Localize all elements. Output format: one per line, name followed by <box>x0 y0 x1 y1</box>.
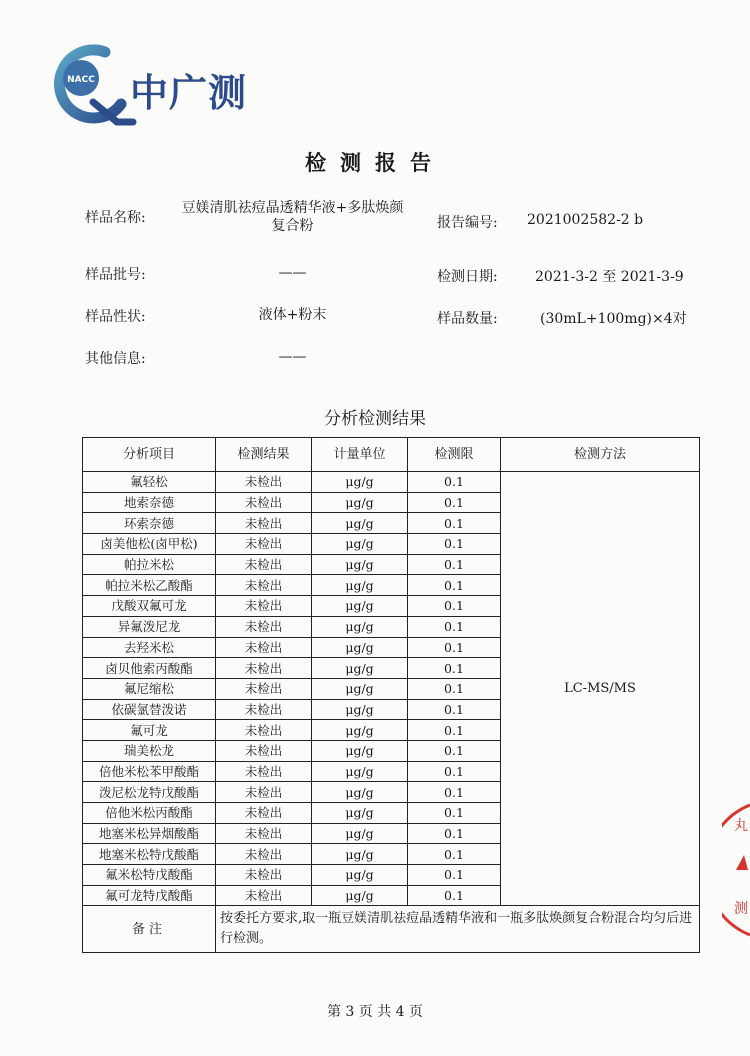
cell-unit: μg/g <box>312 740 408 761</box>
cell-limit: 0.1 <box>408 885 501 906</box>
note-label: 备注 <box>83 906 216 953</box>
cell-result: 未检出 <box>216 761 312 782</box>
cell-result: 未检出 <box>216 699 312 720</box>
property-value: 液体+粉末 <box>258 307 327 323</box>
cell-item: 地索奈德 <box>83 492 216 513</box>
cell-limit: 0.1 <box>408 740 501 761</box>
cell-item: 环索奈德 <box>83 513 216 534</box>
results-table <box>82 437 700 953</box>
table-header-row <box>83 438 700 472</box>
cell-result: 未检出 <box>216 575 312 596</box>
cell-limit: 0.1 <box>408 596 501 617</box>
cell-item: 依碳氯替泼诺 <box>83 699 216 720</box>
cell-unit: μg/g <box>312 534 408 555</box>
cell-item: 帕拉米松 <box>83 554 216 575</box>
other-info-value: —— <box>278 349 307 365</box>
cell-item: 帕拉米松乙酸酯 <box>83 575 216 596</box>
cell-item: 异氟泼尼龙 <box>83 616 216 637</box>
cell-limit: 0.1 <box>408 782 501 803</box>
seal-stamp-icon <box>722 795 750 945</box>
cell-unit: μg/g <box>312 823 408 844</box>
cell-limit: 0.1 <box>408 865 501 886</box>
cell-unit: μg/g <box>312 637 408 658</box>
cell-item: 戊酸双氟可龙 <box>83 596 216 617</box>
cell-item: 氟可龙特戊酸酯 <box>83 885 216 906</box>
cell-result: 未检出 <box>216 720 312 741</box>
other-info-label: 其他信息: <box>85 351 146 367</box>
report-no-value: 2021002582-2 b <box>527 212 644 228</box>
cell-unit: μg/g <box>312 513 408 534</box>
quantity-label: 样品数量: <box>437 311 498 327</box>
page-number: 第 3 页 共 4 页 <box>326 1004 424 1020</box>
cell-unit: μg/g <box>312 761 408 782</box>
cell-limit: 0.1 <box>408 472 501 493</box>
cell-unit: μg/g <box>312 492 408 513</box>
cell-item: 瑞美松龙 <box>83 740 216 761</box>
cell-unit: μg/g <box>312 472 408 493</box>
header-item: 分析项目 <box>83 438 216 472</box>
cell-item: 氟可龙 <box>83 720 216 741</box>
cell-limit: 0.1 <box>408 803 501 824</box>
cell-unit: μg/g <box>312 616 408 637</box>
cell-item: 地塞米松异烟酸酯 <box>83 823 216 844</box>
batch-label: 样品批号: <box>85 267 146 283</box>
cell-method: LC-MS/MS <box>501 472 700 906</box>
header-unit: 计量单位 <box>312 438 408 472</box>
cell-limit: 0.1 <box>408 513 501 534</box>
cell-result: 未检出 <box>216 513 312 534</box>
cell-result: 未检出 <box>216 637 312 658</box>
cell-unit: μg/g <box>312 844 408 865</box>
cell-item: 氟米松特戊酸酯 <box>83 865 216 886</box>
cell-limit: 0.1 <box>408 844 501 865</box>
header-limit: 检测限 <box>408 438 501 472</box>
cell-result: 未检出 <box>216 616 312 637</box>
cell-result: 未检出 <box>216 823 312 844</box>
cell-unit: μg/g <box>312 803 408 824</box>
table-row <box>83 472 700 493</box>
cell-unit: μg/g <box>312 720 408 741</box>
cell-unit: μg/g <box>312 885 408 906</box>
cell-result: 未检出 <box>216 844 312 865</box>
cell-result: 未检出 <box>216 740 312 761</box>
cell-item: 泼尼松龙特戊酸酯 <box>83 782 216 803</box>
cell-limit: 0.1 <box>408 575 501 596</box>
cell-unit: μg/g <box>312 699 408 720</box>
cell-limit: 0.1 <box>408 761 501 782</box>
cell-item: 地塞米松特戊酸酯 <box>83 844 216 865</box>
sample-name-label: 样品名称: <box>85 210 146 226</box>
cell-limit: 0.1 <box>408 699 501 720</box>
document-title: 检测报告 <box>305 150 445 175</box>
cell-result: 未检出 <box>216 492 312 513</box>
cell-item: 倍他米松丙酸酯 <box>83 803 216 824</box>
cell-result: 未检出 <box>216 554 312 575</box>
cell-unit: μg/g <box>312 782 408 803</box>
cell-item: 氟尼缩松 <box>83 678 216 699</box>
cell-unit: μg/g <box>312 658 408 679</box>
cell-limit: 0.1 <box>408 616 501 637</box>
cell-item: 去羟米松 <box>83 637 216 658</box>
cell-unit: μg/g <box>312 596 408 617</box>
cell-limit: 0.1 <box>408 678 501 699</box>
note-text: 按委托方要求,取一瓶豆媄清肌祛痘晶透精华液和一瓶多肽焕颜复合粉混合均匀后进行检测。 <box>216 906 700 953</box>
cell-result: 未检出 <box>216 658 312 679</box>
cell-unit: μg/g <box>312 678 408 699</box>
test-date-label: 检测日期: <box>437 269 498 285</box>
cell-result: 未检出 <box>216 472 312 493</box>
header-result: 检测结果 <box>216 438 312 472</box>
logo-text: 中广测 <box>130 71 248 115</box>
cell-result: 未检出 <box>216 596 312 617</box>
cell-limit: 0.1 <box>408 658 501 679</box>
svg-text:丸: 丸 <box>734 818 748 834</box>
logo-badge-text: NACC <box>67 75 95 85</box>
header-method: 检测方法 <box>501 438 700 472</box>
cell-item: 卤美他松(卤甲松) <box>83 534 216 555</box>
cell-result: 未检出 <box>216 865 312 886</box>
batch-value: —— <box>278 265 307 281</box>
results-section-title: 分析检测结果 <box>324 409 426 429</box>
cell-limit: 0.1 <box>408 492 501 513</box>
cell-limit: 0.1 <box>408 534 501 555</box>
cell-limit: 0.1 <box>408 554 501 575</box>
note-row <box>83 906 700 953</box>
cell-item: 倍他米松苯甲酸酯 <box>83 761 216 782</box>
cell-result: 未检出 <box>216 803 312 824</box>
quantity-value: (30mL+100mg)×4对 <box>540 311 687 327</box>
cell-result: 未检出 <box>216 678 312 699</box>
results-body <box>83 472 700 906</box>
cell-result: 未检出 <box>216 885 312 906</box>
cell-item: 卤贝他索丙酸酯 <box>83 658 216 679</box>
cell-unit: μg/g <box>312 575 408 596</box>
cell-unit: μg/g <box>312 865 408 886</box>
report-no-label: 报告编号: <box>437 215 498 231</box>
cell-result: 未检出 <box>216 782 312 803</box>
property-label: 样品性状: <box>85 309 146 325</box>
sample-name-value: 豆媄清肌祛痘晶透精华液+多肽焕颜复合粉 <box>181 200 404 234</box>
cell-limit: 0.1 <box>408 637 501 658</box>
cell-item: 氟轻松 <box>83 472 216 493</box>
test-date-value: 2021-3-2 至 2021-3-9 <box>535 269 684 285</box>
cell-limit: 0.1 <box>408 823 501 844</box>
cell-unit: μg/g <box>312 554 408 575</box>
svg-text:测: 测 <box>734 901 748 917</box>
cell-result: 未检出 <box>216 534 312 555</box>
cell-limit: 0.1 <box>408 720 501 741</box>
